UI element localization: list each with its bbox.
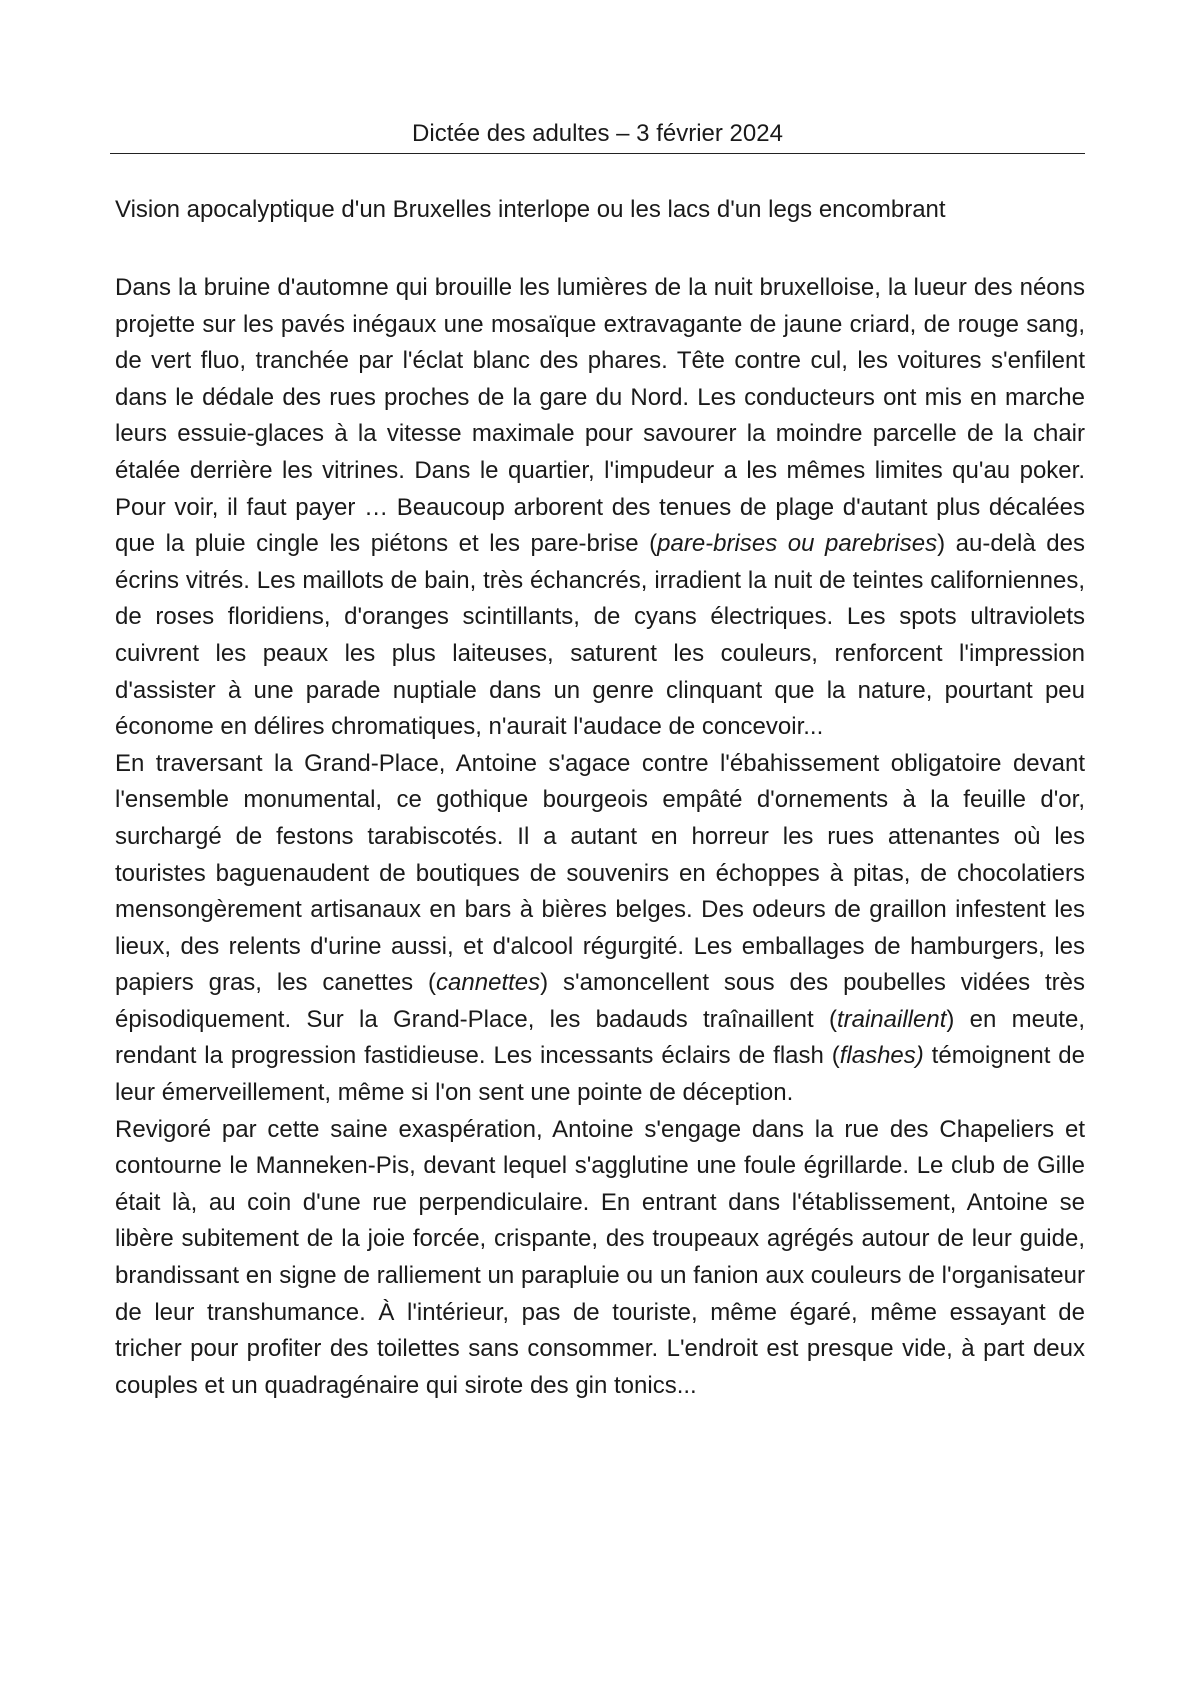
text-run: Dans la bruine d'automne qui brouille les lumières de la nuit bruxelloise, la lueur des néons projette sur les pavés inégaux une mosaïque extravagante de jaune criard, de rouge sang, de vert fluo, tranchée par l'éclat blanc des phares. Tête contre cul, les voitures s'enfilent dans le dédale des rues proches de la gare du Nord. Les conducteurs ont mis en marche leurs essuie-glaces à la vitesse maximale pour savourer la moindre parcelle de la chair étalée derrière les vitrines. Dans le quartier, l'impudeur a les mêmes limites qu'au poker. Pour voir, il faut payer … Beaucoup arborent des tenues de plage d'autant plus décalées que la pluie cingle les piétons et les pare-brise ( [115, 274, 1085, 558]
italic-variant: pare-brises ou parebrises [657, 530, 938, 558]
text-run: En traversant la Grand-Place, Antoine s'agace contre l'ébahissement obligatoire devant l'ensemble monumental, ce gothique bourgeois empâté d'ornements à la feuille d'or, surchargé de festons tarabiscotés. Il a autant en horreur les rues attenantes où les touristes baguenaudent de boutiques de souvenirs en échoppes à pitas, de chocolatiers mensongèrement artisanaux en bars à bières belges. Des odeurs de graillon infestent les lieux, des relents d'urine aussi, et d'alcool régurgité. Les emballages de hamburgers, les papiers gras, les canettes ( [115, 749, 1085, 997]
italic-variant: flashes) [839, 1042, 924, 1070]
header-divider [110, 153, 1085, 154]
text-run: ) s'amoncellent sous des poubelles vidées très épisodiquement. Sur la Grand-Place, les badauds traînaillent ( [115, 969, 1085, 1033]
paragraph-1 [115, 270, 1085, 746]
paragraph-3 [115, 1112, 1085, 1405]
text-run: témoignent de leur émerveillement, même si l'on sent une pointe de déception. [115, 1042, 1086, 1107]
text-run: ) en meute, rendant la progression fastidieuse. Les incessants éclairs de flash ( [115, 1005, 1085, 1070]
dictation-text [115, 270, 1085, 1404]
text-run: Revigoré par cette saine exaspération, Antoine s'engage dans la rue des Chapeliers et contourne le Manneken-Pis, devant lequel s'agglutine une foule égrillarde. Le club de Gille était là, au coin d'une rue perpendiculaire. En entrant dans l'établissement, Antoine se libère subitement de la joie forcée, crispante, des troupeaux agrégés autour de leur guide, brandissant en signe de ralliement un parapluie ou un fanion aux couleurs de l'organisateur de leur transhumance. À l'intérieur, pas de touriste, même égaré, même essayant de tricher pour profiter des toilettes sans consommer. L'endroit est presque vide, à part deux couples et un quadragénaire qui sirote des gin tonics... [115, 1115, 1085, 1399]
italic-variant: trainaillent [836, 1005, 947, 1033]
paragraph-2 [115, 746, 1085, 1112]
italic-variant: cannettes [436, 969, 541, 997]
page-header: Dictée des adultes – 3 février 2024 [412, 120, 783, 147]
text-run: ) au-delà des écrins vitrés. Les maillots de bain, très échancrés, irradient la nuit de teintes californiennes, de roses floridiens, d'oranges scintillants, de cyans électriques. Les spots ultraviolets cuivrent les peaux les plus laiteuses, saturent les couleurs, renforcent l'impression d'assister à une parade nuptiale dans un genre clinquant que la nature, pourtant peu économe en délires chromatiques, n'aurait l'audace de concevoir... [115, 530, 1085, 741]
document-title: Vision apocalyptique d'un Bruxelles interlope ou les lacs d'un legs encombrant [115, 196, 946, 223]
